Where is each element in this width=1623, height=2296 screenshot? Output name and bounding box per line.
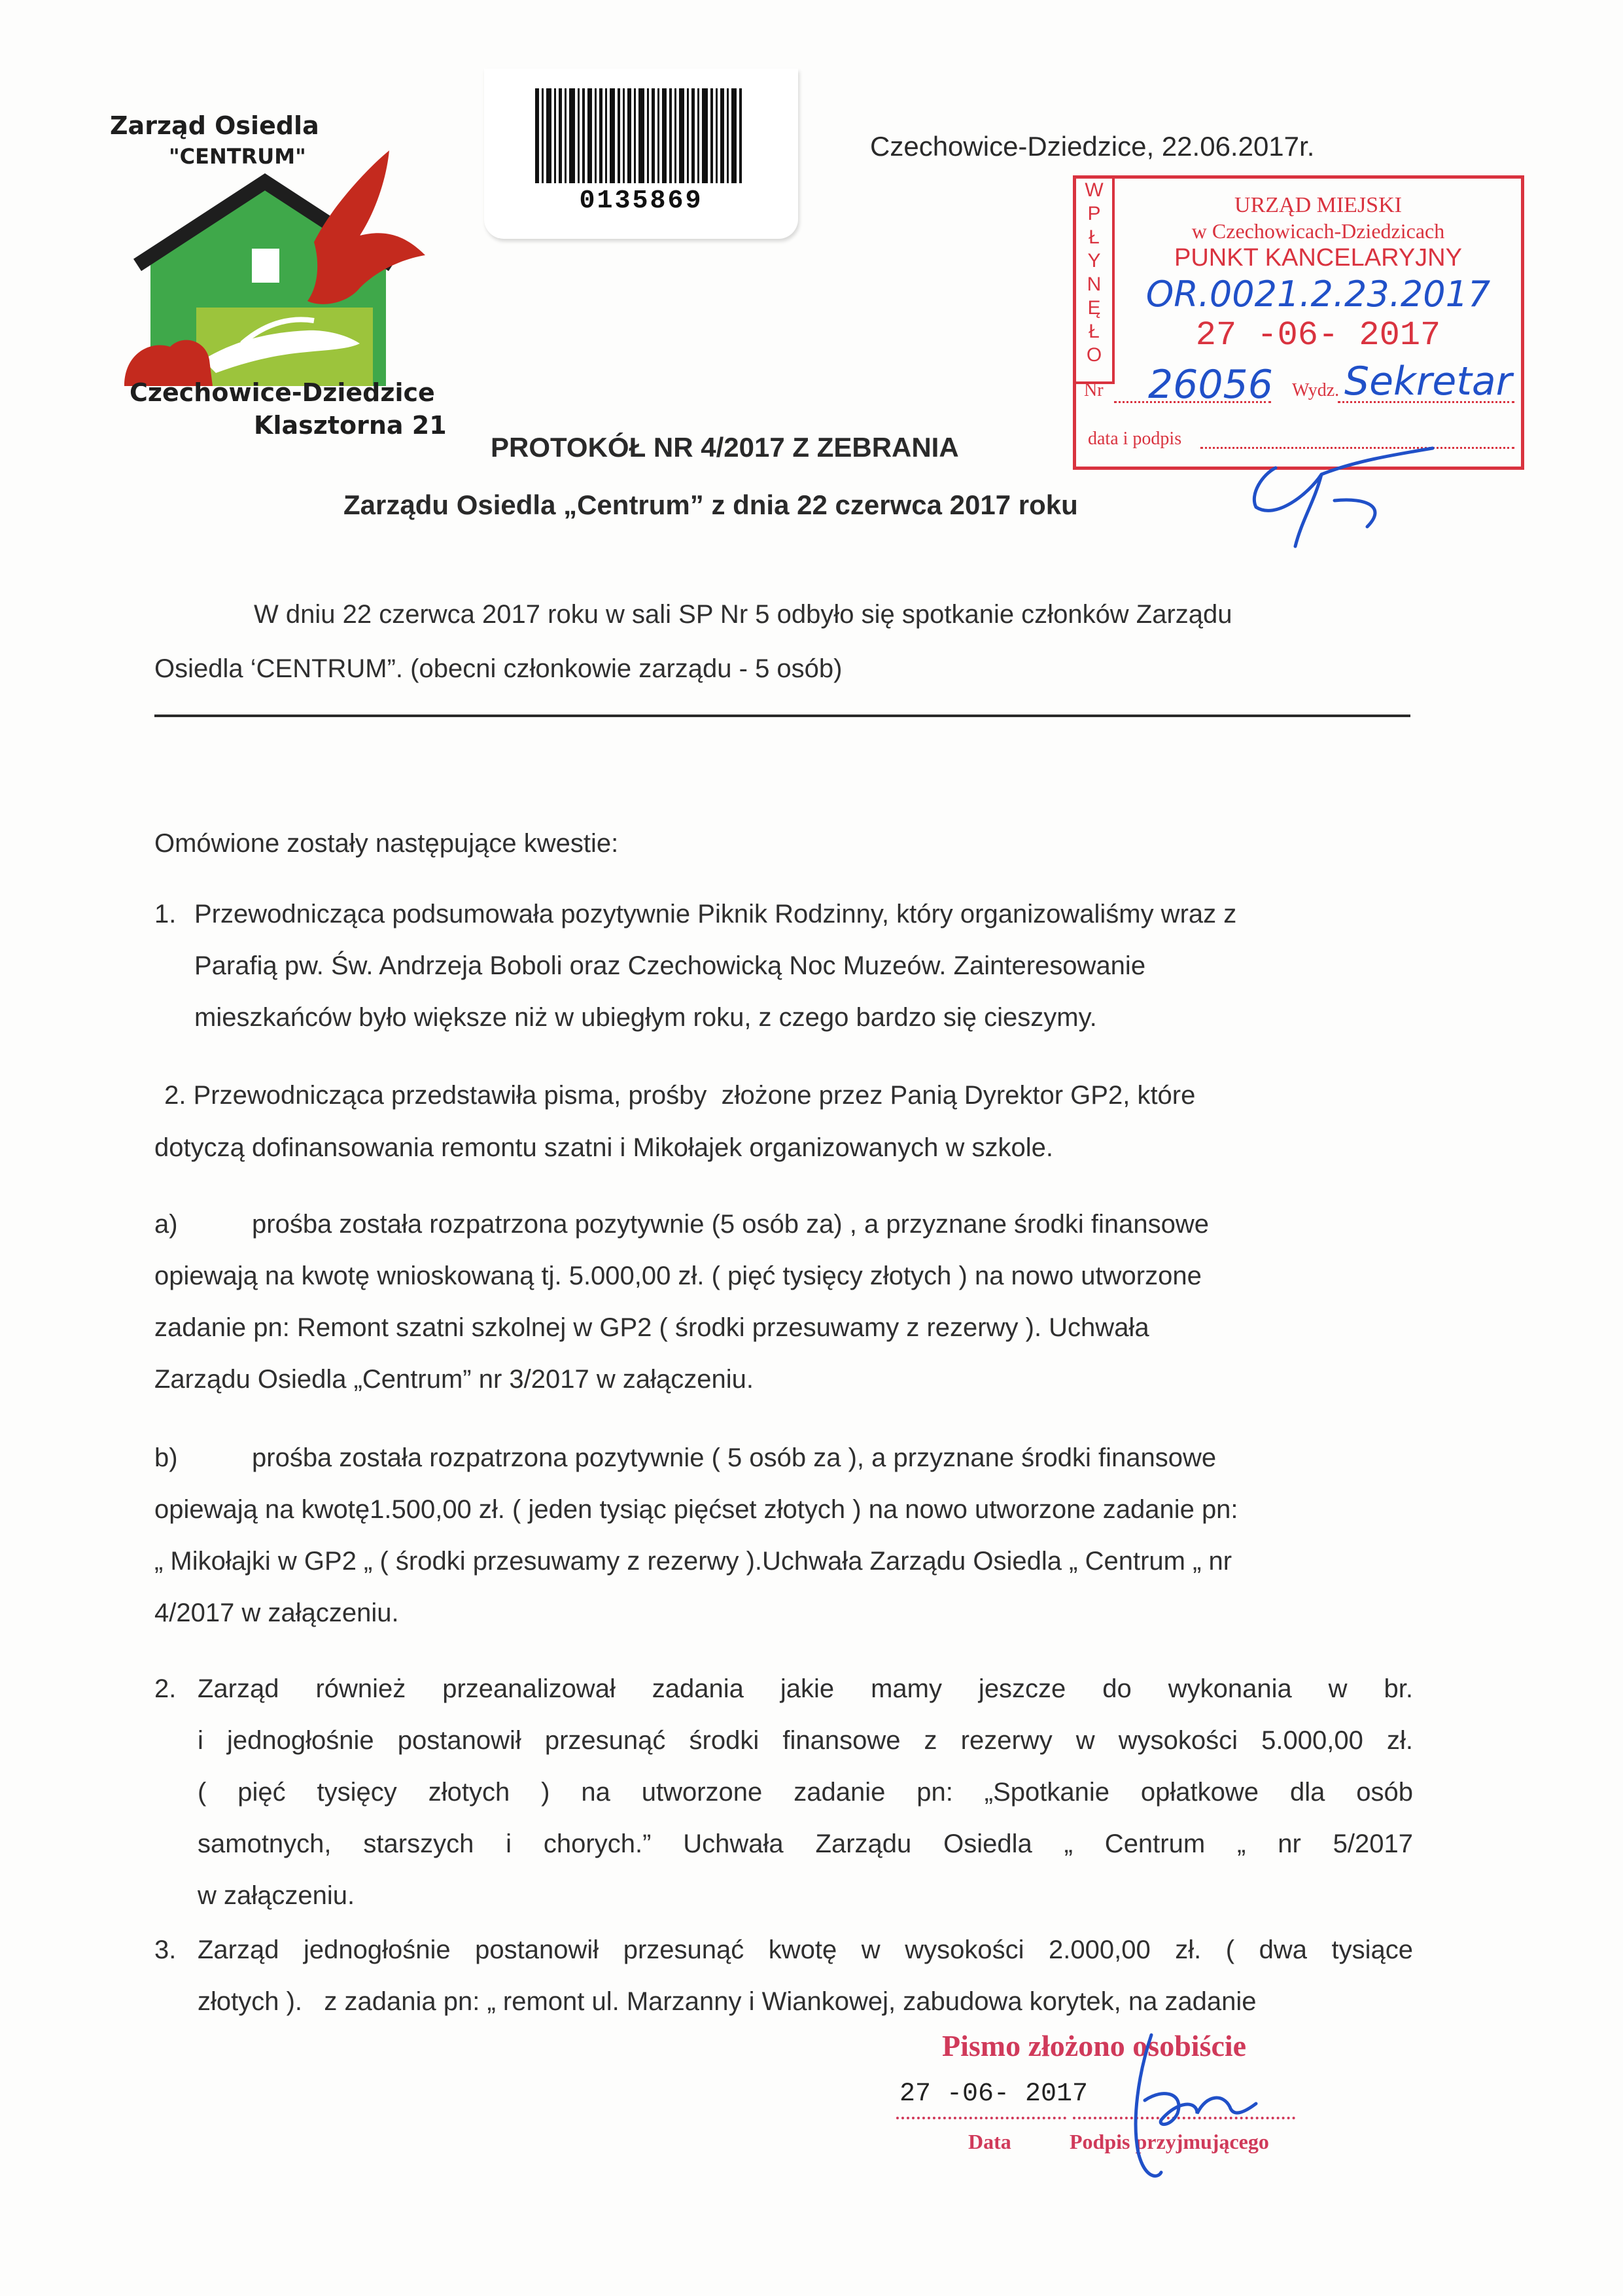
- item2b-line: Zarząd również przeanalizował zadania jakie mamy jeszcze do wykonania w br.: [198, 1674, 1413, 1703]
- item2-line: 2. Przewodnicząca przedstawiła pisma, prośby złożone przez Panią Dyrektor GP2, które: [157, 1081, 1196, 1110]
- item1-line: Przewodnicząca podsumowała pozytywnie Piknik Rodzinny, który organizowaliśmy wraz z: [194, 900, 1237, 928]
- barcode-bars: [535, 88, 744, 183]
- divider: [154, 715, 1410, 717]
- registry-stamp: [1073, 175, 1524, 470]
- logo-line3: Czechowice-Dziedzice: [130, 378, 435, 407]
- receipt-sign-label: Podpis przyjmującego: [1070, 2130, 1269, 2153]
- item1-line: mieszkańców było większe niż w ubiegłym roku, z czego bardzo się cieszymy.: [194, 1003, 1097, 1032]
- sub-b-line: prośba została rozpatrzona pozytywnie ( 5 osób za ), a przyznane środki finansowe: [252, 1443, 1217, 1472]
- stamp-side-letter: N: [1087, 274, 1102, 295]
- receipt-signature: [1099, 2022, 1269, 2192]
- logo: [98, 98, 484, 451]
- sub-a-line: prośba została rozpatrzona pozytywnie (5 osób za) , a przyznane środki finansowe: [252, 1210, 1209, 1239]
- stamp-wydz-value: Sekretar: [1344, 359, 1512, 404]
- item2b-line: ( pięć tysięcy złotych ) na utworzone zadanie pn: „Spotkanie opłatkowe dla osób: [198, 1778, 1413, 1807]
- stamp-city: w Czechowicach-Dziedzicach: [1191, 219, 1445, 243]
- house-hand-emblem: [98, 124, 484, 386]
- stamp-date: 27 -06- 2017: [1195, 316, 1441, 355]
- receipt-data-label: Data: [968, 2130, 1011, 2153]
- item3-number: 3.: [154, 1935, 177, 1964]
- body-lead: Omówione zostały następujące kwestie:: [154, 829, 619, 858]
- sub-a-line: opiewają na kwotę wnioskowaną tj. 5.000,00 zł. ( pięć tysięcy złotych ) na nowo utworzone: [154, 1262, 1202, 1290]
- receipt-date-dots: [896, 2117, 1066, 2119]
- sub-a-line: Zarządu Osiedla „Centrum” nr 3/2017 w załączeniu.: [154, 1365, 754, 1394]
- item2b-line: w załączeniu.: [198, 1881, 355, 1910]
- stamp-side-letters: [1076, 179, 1115, 384]
- sub-b-line: 4/2017 w załączeniu.: [154, 1598, 399, 1627]
- logo-line1: Zarząd Osiedla: [110, 111, 319, 140]
- item3-line: złotych ). z zadania pn: „ remont ul. Marzanny i Wiankowej, zabudowa korytek, na zadanie: [198, 1987, 1257, 2016]
- stamp-office: URZĄD MIEJSKI: [1234, 193, 1402, 217]
- stamp-signature: [1236, 435, 1446, 566]
- sub-a-line: zadanie pn: Remont szatni szkolnej w GP2 ( środki przesuwamy z rezerwy ). Uchwała: [154, 1313, 1149, 1342]
- stamp-side-letter: Y: [1087, 250, 1101, 272]
- stamp-nr-value: 26056: [1148, 362, 1273, 408]
- intro-line1: W dniu 22 czerwca 2017 roku w sali SP Nr 5 odbyło się spotkanie członków Zarządu: [254, 600, 1232, 629]
- intro-line2: Osiedla ‘CENTRUM”. (obecni członkowie zarządu - 5 osób): [154, 654, 843, 683]
- sub-b-label: b): [154, 1443, 178, 1472]
- stamp-wydz-dots: [1338, 401, 1514, 403]
- receipt-stamp-date: 27 -06- 2017: [899, 2079, 1089, 2109]
- stamp-side-letter: Ł: [1089, 321, 1100, 342]
- item1-line: Parafią pw. Św. Andrzeja Boboli oraz Czechowicką Noc Muzeów. Zainteresowanie: [194, 951, 1146, 980]
- receipt-stamp-title: Pismo złożono osobiście: [942, 2029, 1247, 2062]
- stamp-case-number: OR.0021.2.23.2017: [1145, 274, 1491, 315]
- stamp-side-letter: Ł: [1089, 226, 1100, 248]
- stamp-nr-label: Nr: [1084, 380, 1104, 400]
- item2b-line: samotnych, starszych i chorych.” Uchwała Zarządu Osiedla „ Centrum „ nr 5/2017: [198, 1829, 1413, 1858]
- stamp-sign-label: data i podpis: [1088, 429, 1182, 449]
- stamp-side-letter: Ę: [1087, 297, 1101, 319]
- sub-a-label: a): [154, 1210, 178, 1239]
- place-date: Czechowice-Dziedzice, 22.06.2017r.: [870, 131, 1315, 162]
- sub-b-line: „ Mikołajki w GP2 „ ( środki przesuwamy z rezerwy ).Uchwała Zarządu Osiedla „ Centrum „ nr: [154, 1547, 1232, 1576]
- stamp-wydz-label: Wydz.: [1292, 380, 1340, 400]
- item3-line: Zarząd jednogłośnie postanowił przesunąć kwotę w wysokości 2.000,00 zł. ( dwa tysiące: [198, 1935, 1413, 1964]
- item2b-number: 2.: [154, 1674, 177, 1703]
- stamp-department: PUNKT KANCELARYJNY: [1174, 244, 1462, 272]
- stamp-side-letter: O: [1086, 344, 1102, 366]
- logo-line2: "CENTRUM": [169, 144, 306, 169]
- stamp-side-letter: W: [1085, 179, 1104, 201]
- stamp-side-letter: P: [1087, 203, 1101, 224]
- document-title: PROTOKÓŁ NR 4/2017 Z ZEBRANIA: [491, 432, 959, 463]
- item2b-line: i jednogłośnie postanowił przesunąć środki finansowe z rezerwy w wysokości 5.000,00 zł.: [198, 1726, 1413, 1755]
- barcode-number: 0135869: [579, 186, 703, 216]
- sub-b-line: opiewają na kwotę1.500,00 zł. ( jeden tysiąc pięćset złotych ) na nowo utworzone zadanie pn:: [154, 1495, 1238, 1524]
- item2-line: dotyczą dofinansowania remontu szatni i Mikołajek organizowanych w szkole.: [154, 1133, 1054, 1162]
- logo-line4: Klasztorna 21: [254, 411, 447, 440]
- item1-number: 1.: [154, 900, 177, 928]
- document-subtitle: Zarządu Osiedla „Centrum” z dnia 22 czerwca 2017 roku: [343, 489, 1078, 520]
- barcode-label: [484, 69, 798, 239]
